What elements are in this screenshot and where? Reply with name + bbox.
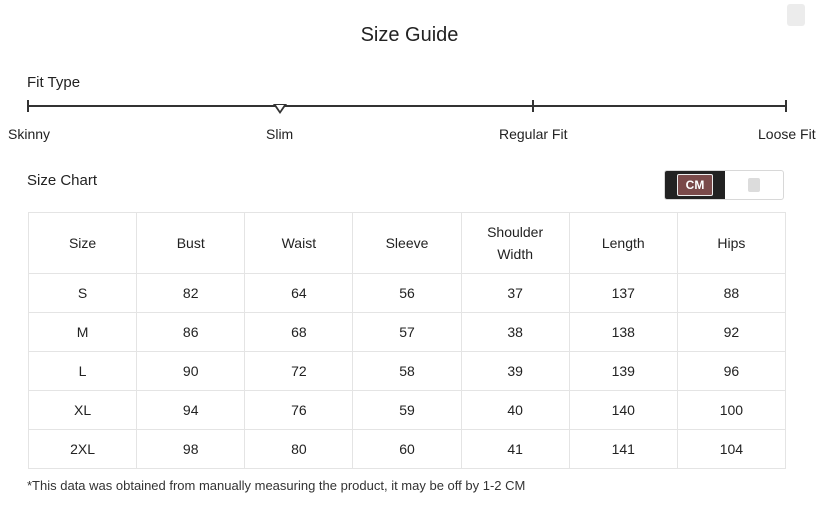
cell-hips: 104 bbox=[677, 430, 785, 469]
product-thumbnail bbox=[787, 4, 805, 26]
page-title: Size Guide bbox=[360, 24, 459, 46]
table-row bbox=[29, 274, 786, 313]
fit-option-loose: Loose Fit bbox=[758, 126, 816, 142]
col-header-waist: Waist bbox=[245, 213, 353, 274]
cell-length: 139 bbox=[569, 352, 677, 391]
cell-waist: 64 bbox=[245, 274, 353, 313]
table-row bbox=[29, 313, 786, 352]
measurement-footnote: *This data was obtained from manually measuring the product, it may be off by 1-2 CM bbox=[27, 478, 526, 493]
unit-cm-label: CM bbox=[677, 174, 714, 196]
fit-selected-marker-icon bbox=[273, 104, 287, 114]
cell-hips: 96 bbox=[677, 352, 785, 391]
cell-bust: 82 bbox=[137, 274, 245, 313]
fit-tick-regular bbox=[532, 100, 534, 112]
fit-type-heading: Fit Type bbox=[27, 74, 81, 91]
col-header-shoulder-width bbox=[461, 213, 569, 274]
unit-inch-icon bbox=[748, 178, 760, 192]
cell-shoulder-width: 38 bbox=[461, 313, 569, 352]
table-row bbox=[29, 352, 786, 391]
cell-sleeve: 57 bbox=[353, 313, 461, 352]
cell-shoulder-width: 39 bbox=[461, 352, 569, 391]
cell-hips: 92 bbox=[677, 313, 785, 352]
cell-waist: 80 bbox=[245, 430, 353, 469]
fit-option-skinny: Skinny bbox=[8, 126, 51, 142]
cell-sleeve: 60 bbox=[353, 430, 461, 469]
cell-hips: 88 bbox=[677, 274, 785, 313]
cell-bust: 90 bbox=[137, 352, 245, 391]
cell-length: 138 bbox=[569, 313, 677, 352]
table-header-row bbox=[29, 213, 786, 274]
unit-toggle[interactable] bbox=[664, 170, 784, 200]
fit-option-slim: Slim bbox=[266, 126, 294, 142]
size-table bbox=[28, 212, 786, 469]
cell-waist: 72 bbox=[245, 352, 353, 391]
cell-length: 137 bbox=[569, 274, 677, 313]
size-chart-heading: Size Chart bbox=[27, 172, 98, 189]
cell-size: L bbox=[29, 352, 137, 391]
col-header-bust: Bust bbox=[137, 213, 245, 274]
cell-shoulder-width: 40 bbox=[461, 391, 569, 430]
cell-shoulder-width: 37 bbox=[461, 274, 569, 313]
cell-sleeve: 58 bbox=[353, 352, 461, 391]
cell-size: M bbox=[29, 313, 137, 352]
cell-shoulder-width: 41 bbox=[461, 430, 569, 469]
col-header-hips: Hips bbox=[677, 213, 785, 274]
cell-bust: 94 bbox=[137, 391, 245, 430]
col-header-size: Size bbox=[29, 213, 137, 274]
fit-option-regular: Regular Fit bbox=[499, 126, 568, 142]
cell-bust: 86 bbox=[137, 313, 245, 352]
cell-size: S bbox=[29, 274, 137, 313]
cell-bust: 98 bbox=[137, 430, 245, 469]
fit-tick-loose bbox=[785, 100, 787, 112]
cell-hips: 100 bbox=[677, 391, 785, 430]
cell-sleeve: 56 bbox=[353, 274, 461, 313]
cell-size: XL bbox=[29, 391, 137, 430]
fit-tick-skinny bbox=[27, 100, 29, 112]
table-row bbox=[29, 430, 786, 469]
unit-cm-button[interactable] bbox=[665, 171, 725, 199]
cell-length: 140 bbox=[569, 391, 677, 430]
cell-waist: 76 bbox=[245, 391, 353, 430]
col-header-sleeve: Sleeve bbox=[353, 213, 461, 274]
cell-waist: 68 bbox=[245, 313, 353, 352]
fit-scale-line bbox=[27, 105, 787, 107]
unit-inch-button[interactable] bbox=[725, 171, 783, 199]
col-header-shoulder-width-label: Shoulder Width bbox=[487, 224, 544, 262]
col-header-length: Length bbox=[569, 213, 677, 274]
cell-sleeve: 59 bbox=[353, 391, 461, 430]
cell-size: 2XL bbox=[29, 430, 137, 469]
table-row bbox=[29, 391, 786, 430]
cell-length: 141 bbox=[569, 430, 677, 469]
